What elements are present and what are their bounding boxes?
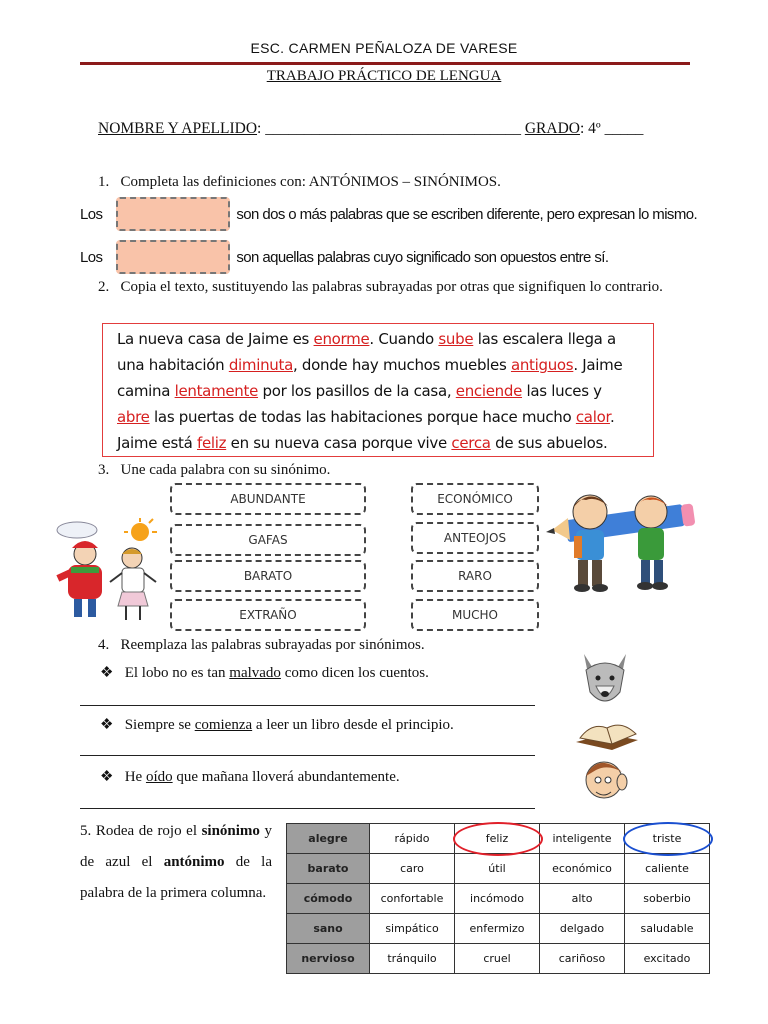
story-text: las escalera llega a	[473, 330, 616, 348]
option-word-cell[interactable]	[370, 824, 455, 854]
story-line	[117, 378, 653, 404]
story-box	[102, 323, 654, 457]
q4-instruction	[98, 637, 425, 654]
synonym-antonym-table	[286, 823, 710, 974]
word-mucho[interactable]: MUCHO	[411, 599, 539, 631]
word-economico[interactable]: ECONÓMICO	[411, 483, 539, 515]
underlined-word: sube	[438, 330, 474, 348]
story-text: por los pasillos de la casa,	[258, 382, 456, 400]
story-text: en su nueva casa porque vive	[226, 434, 452, 452]
q3-instruction	[98, 462, 330, 479]
cell-text: útil	[488, 862, 506, 875]
definition-prefix: Los	[80, 248, 103, 266]
grade-label: GRADO	[524, 120, 580, 137]
option-word-cell[interactable]	[455, 854, 540, 884]
base-word-cell	[287, 944, 370, 974]
underlined-word: malvado	[229, 665, 281, 681]
answer-line-2[interactable]	[80, 755, 535, 756]
grade-value[interactable]: 4º _____	[588, 120, 644, 137]
cell-text: triste	[652, 832, 682, 845]
school-name: ESC. CARMEN PEÑALOZA DE VARESE	[250, 40, 518, 56]
cell-text: caro	[400, 862, 424, 875]
story-line	[117, 352, 653, 378]
q4-item-2	[100, 715, 454, 734]
underlined-word: lentamente	[174, 382, 259, 400]
diamond-bullet-icon: ❖	[100, 665, 114, 681]
table-row	[287, 944, 710, 974]
underlined-word: comienza	[194, 717, 253, 733]
q5-text: de la palabra de la primera columna.	[80, 854, 273, 901]
option-word-cell[interactable]	[540, 944, 625, 974]
q5-keyword-antonym: antónimo	[163, 854, 225, 870]
cell-text: caliente	[645, 862, 689, 875]
word-extrano[interactable]: EXTRAÑO	[170, 599, 366, 631]
option-word-cell[interactable]	[625, 824, 710, 854]
option-word-cell[interactable]	[455, 824, 540, 854]
q1-instruction	[98, 174, 501, 191]
name-label: NOMBRE Y APELLIDO	[98, 120, 258, 137]
base-word-cell	[287, 854, 370, 884]
option-word-cell[interactable]	[540, 914, 625, 944]
option-word-cell[interactable]	[540, 854, 625, 884]
diamond-bullet-icon: ❖	[100, 769, 114, 785]
q2-text: Copia el texto, sustituyendo las palabras subrayadas por otras que signifiquen lo contrario.	[120, 279, 663, 295]
cell-text: tránquilo	[387, 952, 437, 965]
definition-row-1	[80, 197, 697, 231]
story-text: .	[609, 408, 615, 426]
option-word-cell[interactable]	[625, 884, 710, 914]
q4-text: Reemplaza las palabras subrayadas por sinónimos.	[120, 637, 425, 653]
cell-text: rápido	[394, 832, 430, 845]
cell-text: alto	[571, 892, 593, 905]
story-line	[117, 430, 653, 456]
cell-text: sano	[313, 922, 343, 935]
story-line	[117, 326, 653, 352]
table-row	[287, 914, 710, 944]
underlined-word: enorme	[313, 330, 370, 348]
q4-item-3	[100, 767, 400, 786]
header-rule	[80, 62, 690, 65]
cell-text: incómodo	[470, 892, 524, 905]
q3-number: 3.	[98, 462, 110, 478]
story-line	[117, 404, 653, 430]
cell-text: feliz	[485, 832, 509, 845]
base-word-cell	[287, 824, 370, 854]
q5-text: Rodea de rojo el	[91, 823, 202, 839]
story-text: camina	[117, 382, 175, 400]
underlined-word: antiguos	[510, 356, 574, 374]
q5-instruction	[80, 816, 272, 909]
cell-text: soberbio	[643, 892, 691, 905]
q5-text: y de azul el	[80, 823, 273, 870]
base-word-cell	[287, 884, 370, 914]
option-word-cell[interactable]	[540, 884, 625, 914]
q4-item-1	[100, 663, 429, 682]
q4-item-text: El lobo no es tan	[124, 665, 230, 681]
q2-number: 2.	[98, 279, 110, 295]
definition-text-2: son aquellas palabras cuyo significado son opuestos entre sí.	[236, 248, 609, 266]
cell-text: simpático	[385, 922, 439, 935]
definition-prefix: Los	[80, 205, 103, 223]
cell-text: excitado	[643, 952, 691, 965]
cell-text: inteligente	[552, 832, 612, 845]
underlined-word: diminuta	[228, 356, 293, 374]
answer-line-1[interactable]	[80, 705, 535, 706]
name-grade-line: NOMBRE Y APELLIDO: _________________________________ GRADO: 4º _____	[98, 120, 644, 137]
q1-number: 1.	[98, 174, 110, 190]
story-text: las puertas de todas las habitaciones porque hace mucho	[149, 408, 576, 426]
underlined-word: oído	[145, 769, 173, 785]
story-text: las luces y	[522, 382, 602, 400]
option-word-cell[interactable]	[625, 854, 710, 884]
story-text: . Cuando	[369, 330, 439, 348]
cell-text: económico	[552, 862, 612, 875]
kids-pencil-illustration	[546, 486, 696, 596]
q4-item-text: He	[124, 769, 146, 785]
cell-text: cariñoso	[558, 952, 606, 965]
story-text: de sus abuelos.	[490, 434, 608, 452]
cell-text: confortable	[380, 892, 444, 905]
table-row	[287, 884, 710, 914]
option-word-cell[interactable]	[370, 854, 455, 884]
option-word-cell[interactable]	[455, 914, 540, 944]
listening-boy-icon	[578, 754, 630, 804]
option-word-cell[interactable]	[370, 944, 455, 974]
underlined-word: cerca	[451, 434, 491, 452]
word-anteojos[interactable]: ANTEOJOS	[411, 522, 539, 554]
kids-seasons-illustration	[52, 518, 164, 626]
cell-text: cruel	[483, 952, 511, 965]
base-word-cell	[287, 914, 370, 944]
answer-line-3[interactable]	[80, 808, 535, 809]
option-word-cell[interactable]	[455, 944, 540, 974]
diamond-bullet-icon: ❖	[100, 717, 114, 733]
definition-blank-1[interactable]	[116, 197, 230, 231]
word-barato[interactable]: BARATO	[170, 560, 366, 592]
q4-item-text: como dicen los cuentos.	[280, 665, 429, 681]
q4-item-text: a leer un libro desde el principio.	[252, 717, 454, 733]
q4-item-text: Siempre se	[124, 717, 195, 733]
underlined-word: abre	[117, 408, 150, 426]
option-word-cell[interactable]	[370, 884, 455, 914]
q4-number: 4.	[98, 637, 110, 653]
underlined-word: calor	[575, 408, 610, 426]
word-gafas[interactable]: GAFAS	[170, 524, 366, 556]
cell-text: alegre	[308, 832, 348, 845]
q4-item-text: que mañana lloverá abundantemente.	[172, 769, 400, 785]
story-text: Jaime está	[117, 434, 197, 452]
q1-text: Completa las definiciones con: ANTÓNIMOS – SINÓNIMOS.	[120, 174, 501, 190]
definition-blank-2[interactable]	[116, 240, 230, 274]
underlined-word: feliz	[196, 434, 227, 452]
definition-row-2	[80, 240, 608, 274]
q5-number: 5.	[80, 823, 92, 839]
q5-keyword-synonym: sinónimo	[201, 823, 260, 839]
cell-text: barato	[307, 862, 349, 875]
cell-text: nervioso	[301, 952, 355, 965]
table-row	[287, 854, 710, 884]
cell-text: cómodo	[303, 892, 353, 905]
definition-text-1: son dos o más palabras que se escriben diferente, pero expresan lo mismo.	[236, 205, 698, 223]
option-word-cell[interactable]	[540, 824, 625, 854]
cell-text: enfermizo	[469, 922, 525, 935]
open-book-icon	[572, 712, 642, 752]
cell-text: delgado	[559, 922, 605, 935]
cell-text: saludable	[640, 922, 694, 935]
story-text: . Jaime	[573, 356, 623, 374]
story-text: , donde hay muchos muebles	[292, 356, 511, 374]
underlined-word: enciende	[455, 382, 523, 400]
q2-instruction	[80, 274, 687, 301]
worksheet-title: TRABAJO PRÁCTICO DE LENGUA	[266, 68, 502, 84]
name-blank[interactable]: _________________________________	[265, 120, 521, 137]
story-text: La nueva casa de Jaime es	[117, 330, 314, 348]
q3-text: Une cada palabra con su sinónimo.	[120, 462, 331, 478]
word-raro[interactable]: RARO	[411, 560, 539, 592]
table-row	[287, 824, 710, 854]
word-abundante[interactable]: ABUNDANTE	[170, 483, 366, 515]
wolf-icon	[574, 648, 636, 710]
story-text: una habitación	[117, 356, 229, 374]
option-word-cell[interactable]	[625, 944, 710, 974]
option-word-cell[interactable]	[455, 884, 540, 914]
option-word-cell[interactable]	[625, 914, 710, 944]
option-word-cell[interactable]	[370, 914, 455, 944]
